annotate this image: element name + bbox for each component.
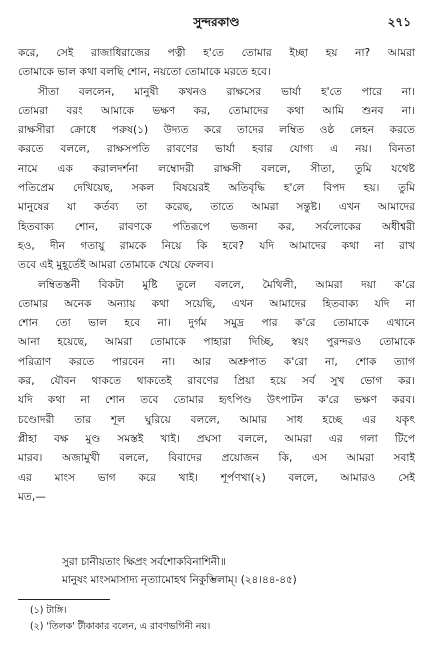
text-line: হও, দীন গতায়ু রামকে নিয়ে কি হবে? যদি আমাদের কথা না রাখ [18,239,415,252]
text-line: তোমরা বরং আমাকে ভক্ষণ কর, তোমাদের কথা আমি শুনব না। [18,104,415,117]
footnote-1: (১) টাঙ্গি। [30,605,67,616]
text-line: করতে বললে, রাক্ষসপতি রাবণের ভার্যা হবার যোগ্য এ নয়। বিনতা [18,143,415,156]
verse-line: মানুষং মাংসমাসাদ্য নৃত্যামোহথ নিকুম্ভিলাম্‌। (২৪।৪৪-৪৫) [62,574,297,586]
verse-line: সুরা চানীয়তাং ক্ষিপ্রং সর্বশোকবিনাশিনী॥ [62,556,226,568]
running-title: সুন্দরকাণ্ড [193,15,240,29]
text-line: পতিপ্রেম দেখিয়েছ, সকল বিষয়েরই অতিবৃদ্ধি হ'লে বিপদ হয়। তুমি [18,182,415,195]
text-line: কর, যৌবন থাকতে থাকতেই রাবণের প্রিয়া হয়ে সর্ব সুখ ভোগ কর। [18,375,415,388]
text-line: আনা হয়েছে, আমরা তোমাকে পাহারা দিচ্ছি, স্বয়ং পুরন্দরও তোমাকে [18,336,415,349]
text-line: মত,— [18,490,46,503]
page-number: ২৭১ [387,15,411,29]
text-line: মানুষের যা কর্তব্য তা করেছ, তাতে আমরা সন্তুষ্ট। এখন আমাদের [18,201,415,214]
text-line: পরিত্রাণ করতে পারবেন না। আর অশ্রুপাত ক'রো না, শোক ত্যাগ [18,355,415,368]
text-line: তোমার অনেক অন্যায় কথা সয়েছি, এখন আমাদের হিতবাক্য যদি না [18,297,415,310]
text-line: হিতবাক্য শোন, রাবণকে পতিরূপে ভজনা কর, সর্বলোকের অধীশ্বরী [18,220,415,233]
text-line: নামে এক করালদর্শনা লম্বোদরী রাক্ষসী বললে, সীতা, তুমি যথেষ্ট [18,162,415,175]
text-line: এর মাংস ভাগ করে খাই। শূর্পণখা(২) বললে, আমারও সেই [18,471,415,484]
text-line: তবে এই মুহূর্তেই আমরা তোমাকে খেয়ে ফেলব। [18,259,214,272]
text-line: করে, সেই রাজাধিরাজের পত্নী হ'তে তোমার ইচ্ছা হয় না? আমরা [18,47,415,59]
sanskrit-verse [62,553,422,589]
text-line: রাক্ষসীরা ক্রোধে পরুষ(১) উদ্যত করে তাদের লম্বিত ওষ্ঠ লেহন করতে [18,124,415,137]
text-line: প্লীহা বক্ষ মুণ্ড সমস্তই খাই। প্রঘসা বললে, আমরা এর গলা টিপে [18,432,415,445]
text-line: চণ্ডোদরী তার শূল ঘুরিয়ে বললে, আমার সাধ হচ্ছে এর যকৃৎ [18,413,415,426]
text-line: সীতা বললেন, মানুষী কখনও রাক্ষসের ভার্যা হ'তে পারে না। [38,85,415,98]
text-line: মারব। অজামুখী বললে, বিবাদের প্রয়োজন কি, এস আমরা সবাই [18,452,415,465]
footnote-2: (২) 'তিলক' টীকাকার বলেন, এ রাবণভগিনী নয়। [30,621,211,632]
running-head [20,14,413,32]
text-line: তোমাকে ভাল কথা বলছি শোন, নয়তো তোমাকে মরতে হবে। [18,66,271,79]
text-line: লম্বিতস্তনী বিকটা মুষ্টি তুলে বললে, মৈথিলী, আমরা দয়া ক'রে [38,278,415,291]
body-text [18,44,415,507]
footnote-divider [18,599,110,600]
text-line: শোন তো ভাল হবে না। দুর্গম সমুদ্র পার ক'রে তোমাকে এখানে [18,317,415,330]
text-line: যদি কথা না শোন তবে তোমার হৃৎপিণ্ড উৎপাটন ক'রে ভক্ষণ করব। [18,394,415,407]
footnotes [30,603,410,635]
